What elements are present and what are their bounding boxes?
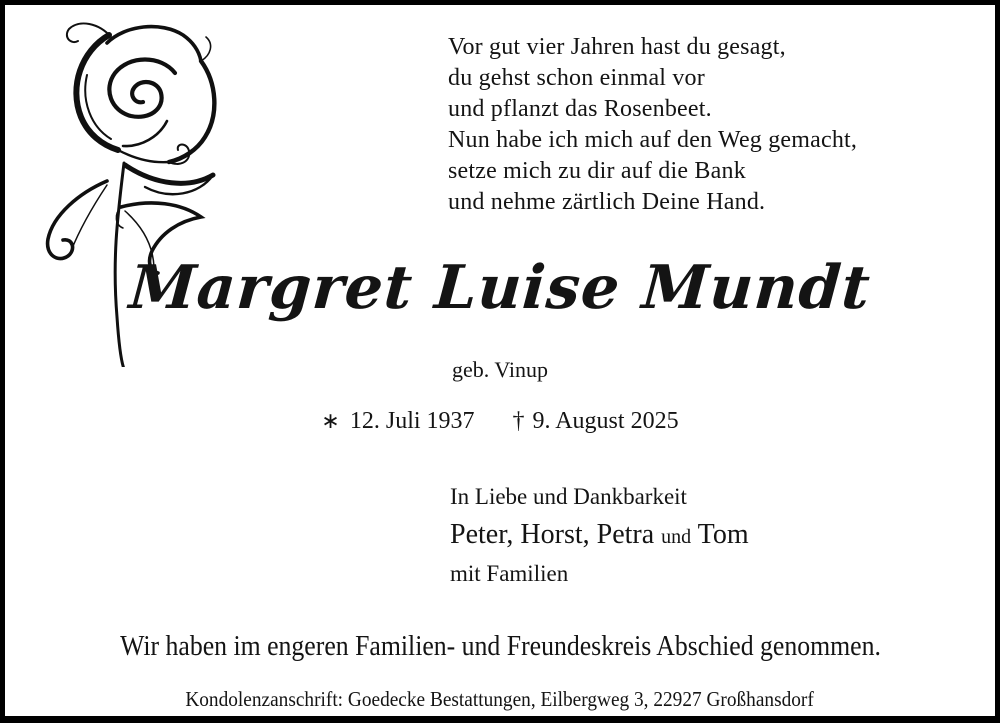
poem-line: und pflanzt das Rosenbeet. — [448, 96, 712, 122]
poem-line: setze mich zu dir auf die Bank — [448, 158, 746, 184]
poem-line: Nun habe ich mich auf den Weg gemacht, — [448, 127, 858, 153]
death-date: 9. August 2025 — [532, 408, 679, 434]
mourners-conjunction: und — [661, 526, 692, 548]
poem-line: und nehme zärtlich Deine Hand. — [448, 189, 766, 215]
birth-star-icon: ∗ — [321, 409, 340, 434]
mourners-names — [450, 517, 749, 555]
farewell-text: Wir haben im engeren Familien- und Freundeskreis Abschied genommen. — [119, 631, 881, 662]
mourners-suffix: mit Familien — [450, 561, 569, 586]
maiden-name: geb. Vinup — [451, 357, 549, 382]
death-cross-icon: † — [512, 408, 525, 434]
mourners-names-main: Peter, Horst, Petra — [450, 519, 655, 550]
poem-line: Vor gut vier Jahren hast du gesagt, — [448, 34, 786, 60]
mourners-last-name: Tom — [697, 519, 749, 550]
condolence-line — [5, 687, 995, 712]
poem-line: du gehst schon einmal vor — [448, 65, 705, 91]
memorial-poem — [448, 32, 857, 218]
mourners-block — [450, 482, 749, 589]
mourners-intro: In Liebe und Dankbarkeit — [450, 484, 687, 509]
condolence-text: Kondolenzanschrift: Goedecke Bestattungen, Eilbergweg 3, 22927 Großhansdorf — [185, 687, 815, 711]
farewell-line — [5, 631, 995, 663]
birth-date: 12. Juli 1937 — [349, 408, 475, 434]
deceased-name: Margret Luise Mundt — [127, 253, 873, 323]
rose-icon — [21, 17, 231, 377]
life-dates — [5, 408, 995, 435]
